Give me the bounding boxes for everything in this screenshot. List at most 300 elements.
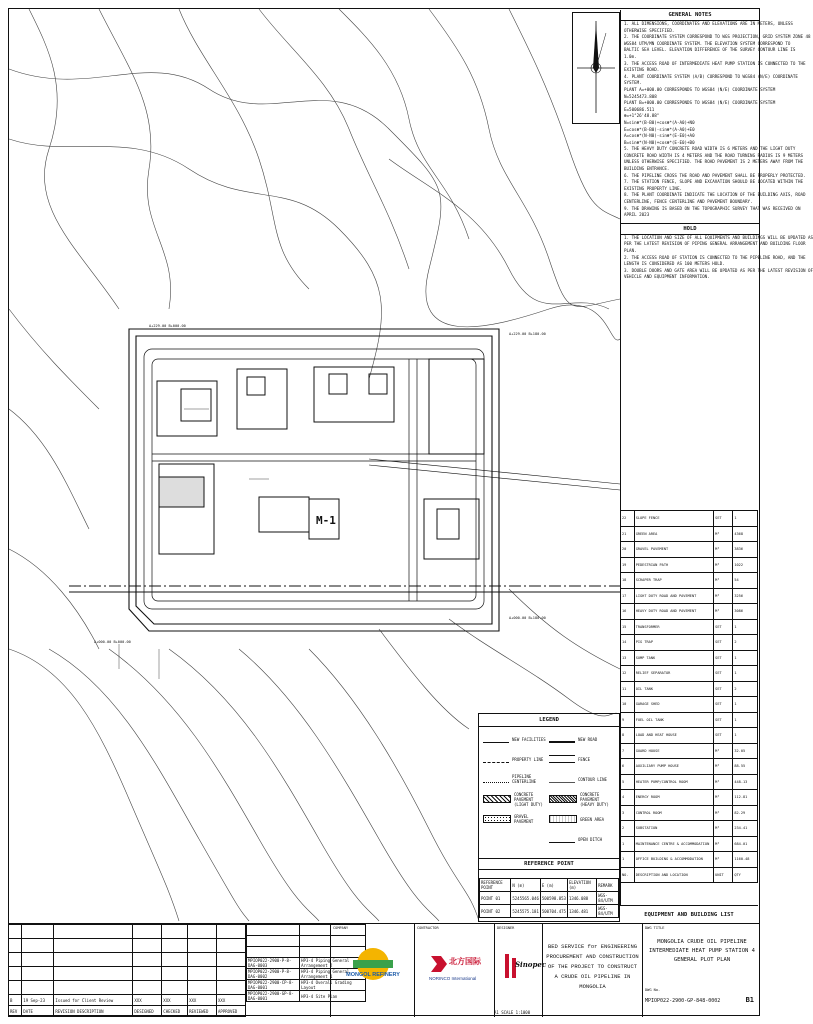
equipment-cell: M² <box>714 852 733 868</box>
hold-note-line: 3. DOUBLE DOORS AND GATE AREA WILL BE UPDATED AS PER THE LATEST REVISION OF <box>624 267 813 273</box>
equipment-cell: 5 <box>621 774 635 790</box>
equipment-row <box>621 526 758 542</box>
designer-cell <box>494 924 547 1017</box>
general-note-line: E=cosθ*(B-B0)-sinθ*(A-A0)+E0 <box>624 126 695 132</box>
legend-swatch <box>549 735 575 743</box>
reference-header-cell: REFERENCE POINT <box>480 879 511 892</box>
equipment-cell: 3256 <box>733 588 758 604</box>
equipment-cell: 32.05 <box>733 743 758 759</box>
general-note-line: 1.0m. <box>624 53 637 59</box>
revision-cell <box>188 967 217 981</box>
general-notes-title: GENERAL NOTES <box>621 10 759 21</box>
equipment-cell: AUXILIARY PUMP HOUSE <box>634 759 713 775</box>
equipment-cell: 88.55 <box>733 759 758 775</box>
general-note-line: 2. THE COORDINATE SYSTEM CORRESPOND TO WGS PROJECTION, GRID SYSTEM ZONE 48 <box>624 34 811 40</box>
reference-cell: POINT 01 <box>480 892 511 905</box>
revision-cell <box>217 967 246 981</box>
equipment-cell: SUMP TANK <box>634 650 713 666</box>
reference-drawing-cell <box>247 936 300 947</box>
reference-header-cell: ELEVATION (m) <box>567 879 596 892</box>
coordinate-ticks <box>119 409 269 679</box>
legend-swatch <box>549 755 575 763</box>
reference-cell: 500704.475 <box>540 905 567 918</box>
reference-cell: WGS-84/UTM <box>597 892 619 905</box>
equipment-cell: 448.13 <box>733 774 758 790</box>
designer-label: DESIGNER <box>497 926 515 930</box>
equipment-cell: 2 <box>621 821 635 837</box>
revision-blank-row <box>9 939 246 953</box>
revision-cell <box>217 953 246 967</box>
equipment-row <box>621 635 758 651</box>
equipment-cell: SET <box>714 635 733 651</box>
general-notes-list <box>621 21 811 219</box>
revision-blank-row <box>9 925 246 939</box>
revision-cell <box>133 967 162 981</box>
legend-item <box>483 773 549 785</box>
general-note-line: 6. THE PIPELINE CROSS THE ROAD AND PAVEMENT SHALL BE PROPERLY PROTECTED. <box>624 172 806 178</box>
revision-cell <box>188 953 217 967</box>
project-title-line: BED SERVICE for ENGINEERING <box>547 943 638 950</box>
general-note-line: N=sinθ*(B-B0)+cosθ*(A-A0)+N0 <box>624 119 695 125</box>
equipment-cell: 10 <box>621 697 635 713</box>
equipment-cell: SET <box>714 681 733 697</box>
revision-cell <box>217 939 246 953</box>
project-title-line: PROCUREMENT AND CONSTRUCTION <box>546 953 639 960</box>
revision-cell <box>133 953 162 967</box>
equipment-cell: 11 <box>621 681 635 697</box>
equipment-cell: SET <box>714 697 733 713</box>
north-arrow <box>572 12 620 124</box>
contractor-label: CONTRACTOR <box>417 926 439 930</box>
site-label-4: A+000.00 B+180.00 <box>509 616 546 620</box>
equipment-cell: 1 <box>733 712 758 728</box>
revision-blank-row <box>9 953 246 967</box>
legend-item <box>483 813 549 825</box>
legend-label: GREEN AREA <box>580 816 605 822</box>
revision-cell <box>188 939 217 953</box>
legend-item <box>549 733 615 745</box>
hold-note-line: PLAN. <box>624 248 637 253</box>
revision-cell: 19 Sep-23 <box>22 995 54 1006</box>
equipment-row <box>621 805 758 821</box>
site-label-1: A+229.00 B+000.00 <box>149 324 186 328</box>
legend-item <box>483 833 549 845</box>
revision-cell: XXX <box>188 995 217 1006</box>
general-note-line: CONCRETE ROAD WIDTH IS 4 METERS AND THE ROAD TURNING RADIUS IS 9 METERS <box>624 152 803 158</box>
legend-swatch <box>549 795 577 803</box>
revision-cell <box>54 981 133 995</box>
reference-header-cell: REMARK <box>597 879 619 892</box>
revision-cell <box>162 939 188 953</box>
equipment-cell: 3086 <box>733 604 758 620</box>
drawing-title-line: INTERMEDIATE HEAT PUMP STATION 4 <box>649 948 755 954</box>
general-note-line: BALTIC SEA LEVEL. ELEVATION DIFFERENCE OF THE SURVEY CONTOUR LINE IS <box>624 47 796 53</box>
reference-point-panel <box>478 858 620 922</box>
reference-cell: 1346.481 <box>567 905 596 918</box>
legend-swatch <box>483 776 509 783</box>
drawing-title-line: MONGOLIA CRUDE OIL PIPELINE <box>657 939 747 945</box>
equipment-row <box>621 821 758 837</box>
equipment-cell: SET <box>714 728 733 744</box>
equipment-cell: M² <box>714 588 733 604</box>
revision-mark: B1 <box>745 996 754 1004</box>
legend-label: OPEN DITCH <box>578 836 603 842</box>
revision-cell <box>133 981 162 995</box>
equipment-row <box>621 619 758 635</box>
equipment-table <box>620 510 758 883</box>
equipment-cell: 82.29 <box>733 805 758 821</box>
revision-cell: REVISION DESCRIPTION <box>54 1006 133 1017</box>
general-note-line: 3. THE ACCESS ROAD OF INTERMEDIATE HEAT PUMP STATION IS CONNECTED TO THE <box>624 60 806 66</box>
general-note-line: B=sinθ*(N-N0)+cosθ*(E-E0)+B0 <box>624 139 695 145</box>
reference-row <box>480 905 619 918</box>
legend-label: NEW FACILITIES <box>512 736 546 742</box>
equipment-cell: 1 <box>733 697 758 713</box>
general-note-line: 8. THE PLANT COORDINATE INDICATE THE LOCATION OF THE BUILDING AXIS, ROAD <box>624 192 806 198</box>
revision-row <box>9 995 246 1006</box>
legend-swatch <box>483 756 509 763</box>
equipment-cell: 1 <box>621 852 635 868</box>
equipment-cell: SET <box>714 666 733 682</box>
revision-cell: XXX <box>217 995 246 1006</box>
equipment-cell: 6 <box>621 759 635 775</box>
norinco-logo-icon <box>429 954 449 974</box>
reference-cell: 500598.853 <box>540 892 567 905</box>
equipment-cell: GRAVEL PAVEMENT <box>634 542 713 558</box>
legend-label: GRAVEL PAVEMENT <box>514 814 534 824</box>
equipment-row <box>621 557 758 573</box>
revision-cell <box>162 981 188 995</box>
general-note-line: BUILDING ENTRANCE. <box>624 166 670 172</box>
equipment-cell: M² <box>714 557 733 573</box>
legend-item <box>549 773 615 785</box>
revision-cell: DATE <box>22 1006 54 1017</box>
revision-cell: APPROVED <box>217 1006 246 1017</box>
revision-cell <box>9 939 22 953</box>
legend-swatch <box>483 836 509 842</box>
hold-note-line: LENGTH IS CONSIDERED AS 100 METERS HOLD. <box>624 261 725 267</box>
drawing-number: MPIOP022-2900-GP-848-0002 <box>645 998 721 1004</box>
equipment-cell: SET <box>714 712 733 728</box>
revision-cell <box>22 953 54 967</box>
equipment-cell: 14 <box>621 635 635 651</box>
reference-drawing-cell: HP3-4 Overall Grading Layout <box>300 980 366 991</box>
general-note-line: WGS84 UTM/MN COORDINATE SYSTEM. THE ELEVATION SYSTEM CORRESPOND TO <box>624 40 791 46</box>
legend-item <box>483 753 549 765</box>
revision-cell <box>22 967 54 981</box>
north-arrow-icon <box>573 13 619 123</box>
reference-cell: 1346.088 <box>567 892 596 905</box>
legend-item <box>549 813 615 825</box>
equipment-cell: SCRAPER TRAP <box>634 573 713 589</box>
reference-point-title: REFERENCE POINT <box>479 859 619 870</box>
equipment-cell: 8 <box>621 728 635 744</box>
equipment-cell: LOAD AND HEAT HOUSE <box>634 728 713 744</box>
legend-title: LEGEND <box>479 714 619 727</box>
drawing-title-cell <box>642 924 760 1017</box>
equipment-row <box>621 542 758 558</box>
reference-drawing-cell: HP3-4 Piping General Arrangement 1 <box>300 969 366 980</box>
legend-item <box>483 793 549 805</box>
equipment-cell: DESCRIPTION AND LOCATION <box>634 867 713 883</box>
title-block <box>8 923 760 1017</box>
equipment-cell: M² <box>714 526 733 542</box>
equipment-cell: 1160.48 <box>733 852 758 868</box>
legend-label: CONTOUR LINE <box>578 776 607 782</box>
project-cell <box>542 924 642 1017</box>
equipment-cell: M² <box>714 774 733 790</box>
equipment-row <box>621 728 758 744</box>
legend-label: NEW ROAD <box>578 736 598 742</box>
scale-label: A1 SCALE 1:1000 <box>494 1010 531 1015</box>
revision-blank-row <box>9 967 246 981</box>
equipment-cell: 4368 <box>733 526 758 542</box>
equipment-cell: MAINTENANCE CENTRE & ACCOMMODATION <box>634 836 713 852</box>
equipment-cell: 21 <box>621 526 635 542</box>
equipment-row <box>621 666 758 682</box>
general-note-line: PLANT B=+000.00 CORRESPONDS TO WGS84 (N/E) COORDINATE SYSTEM <box>624 100 776 106</box>
legend-item <box>549 793 615 805</box>
hold-list <box>621 234 813 281</box>
equipment-cell: 18 <box>621 573 635 589</box>
equipment-cell: 1 <box>621 836 635 852</box>
reference-header-cell: E (m) <box>540 879 567 892</box>
revision-cell: REV <box>9 1006 22 1017</box>
equipment-cell: 22 <box>621 511 635 527</box>
legend-swatch <box>549 776 575 783</box>
company-cell <box>330 924 414 1017</box>
equipment-cell: 54 <box>733 573 758 589</box>
contractor-name: 北方国际 <box>449 957 481 966</box>
legend-panel <box>478 713 620 859</box>
reference-drawing-cell: HP3-4 Site Plan <box>300 991 366 1002</box>
legend-label: PROPERTY LINE <box>512 756 544 762</box>
reference-point-table <box>479 878 619 918</box>
reference-drawing-cell: MPIOP022-2900-GP-8-DAG-0001 <box>247 991 300 1002</box>
equipment-row <box>621 573 758 589</box>
equipment-cell: FUEL OIL TANK <box>634 712 713 728</box>
equipment-row <box>621 743 758 759</box>
equipment-cell: LIGHT DUTY ROAD AND PAVEMENT <box>634 588 713 604</box>
equipment-cell: SET <box>714 511 733 527</box>
revision-row <box>9 1006 246 1017</box>
general-note-line: θ=+1°26'48.88" <box>624 113 660 119</box>
revision-cell <box>54 967 133 981</box>
reference-cell: 5245565.046 <box>511 892 541 905</box>
revision-cell: B <box>9 995 22 1006</box>
revision-cell <box>54 939 133 953</box>
general-note-line: N=5245473.808 <box>624 93 657 99</box>
dwg-title-label: DWG TITLE <box>645 926 665 930</box>
equipment-cell: 4 <box>621 790 635 806</box>
equipment-row <box>621 712 758 728</box>
equipment-cell: 2 <box>733 681 758 697</box>
general-note-line: OTHERWISE SPECIFIED. <box>624 27 675 33</box>
legend-item <box>483 733 549 745</box>
general-note-line: EXISTING ROAD. <box>624 67 660 73</box>
hold-title: HOLD <box>621 223 759 235</box>
equipment-cell: RELIEF SEPARATOR <box>634 666 713 682</box>
general-note-line: E=500686.511 <box>624 106 655 112</box>
legend-label: FENCE <box>578 756 591 762</box>
revision-cell <box>22 925 54 939</box>
reference-cell: WGS-84/UTM <box>597 905 619 918</box>
revision-cell <box>22 939 54 953</box>
equipment-cell: 16 <box>621 604 635 620</box>
revision-cell <box>162 925 188 939</box>
equipment-cell: 7 <box>621 743 635 759</box>
equipment-row <box>621 867 758 883</box>
revision-cell <box>162 953 188 967</box>
equipment-cell: PEDESTRIAN PATH <box>634 557 713 573</box>
designer-name: Sinopec <box>515 960 547 969</box>
equipment-row <box>621 588 758 604</box>
revision-cell <box>133 925 162 939</box>
reference-drawing-cell <box>247 947 300 958</box>
buildings <box>157 359 484 559</box>
revision-table <box>8 924 246 1017</box>
equipment-cell: NO. <box>621 867 635 883</box>
revision-cell <box>188 925 217 939</box>
contractor-cell <box>414 924 494 1017</box>
equipment-cell: 1 <box>733 619 758 635</box>
revision-cell <box>9 981 22 995</box>
equipment-cell: 3836 <box>733 542 758 558</box>
equipment-cell: 1 <box>733 511 758 527</box>
reference-drawing-cell <box>247 925 300 936</box>
general-note-line: UNLESS OTHERWISE SPECIFIED. THE ROAD PAVEMENT IS 2 METERS AWAY FROM THE <box>624 159 803 165</box>
equipment-list-title: EQUIPMENT AND BUILDING LIST <box>620 905 758 924</box>
equipment-cell: HEAVY DUTY ROAD AND PAVEMENT <box>634 604 713 620</box>
access-road <box>369 459 620 484</box>
equipment-cell: TRANSFORMER <box>634 619 713 635</box>
revision-cell <box>54 925 133 939</box>
equipment-cell: M² <box>714 542 733 558</box>
revision-cell <box>162 967 188 981</box>
revision-cell <box>9 925 22 939</box>
drawing-title-line: GENERAL PLOT PLAN <box>673 957 731 963</box>
legend-item <box>549 833 615 845</box>
revision-cell <box>217 981 246 995</box>
revision-cell <box>9 967 22 981</box>
equipment-cell: 20 <box>621 542 635 558</box>
general-note-line: 9. THE DRAWING IS BASED ON THE TOPOGRAPHIC SURVEY THAT WAS RECEIVED ON <box>624 205 801 211</box>
reference-header-cell: N (m) <box>511 879 541 892</box>
project-title-line: A CRUDE OIL PIPELINE IN MONGOLIA <box>554 973 631 990</box>
general-note-line: EXISTING PROPERTY LINE. <box>624 185 682 191</box>
hold-note-line: 2. THE ACCESS ROAD OF STATION IS CONNECTED TO THE PIPELINE ROAD, AND THE <box>624 254 806 260</box>
reference-drawing-cell: MPIOP022-2900-CP-8-DAG-0001 <box>247 980 300 991</box>
revision-cell: XXX <box>162 995 188 1006</box>
revision-cell: XXX <box>133 995 162 1006</box>
equipment-cell: SET <box>714 619 733 635</box>
equipment-row <box>621 759 758 775</box>
equipment-cell: 2 <box>733 635 758 651</box>
general-note-line: 7. THE STATION FENCE, SLOPE AND EXCAVATION SHOULD BE LOCATED WITHIN THE <box>624 179 803 185</box>
general-note-line: 4. PLANT COORDINATE SYSTEM (A/B) CORRESPOND TO WGS84 (N/E) COORDINATE <box>624 73 798 79</box>
equipment-cell: 9 <box>621 712 635 728</box>
equipment-cell: SLOPE FENCE <box>634 511 713 527</box>
equipment-row <box>621 836 758 852</box>
equipment-cell: GREEN AREA <box>634 526 713 542</box>
equipment-cell: M² <box>714 573 733 589</box>
equipment-row <box>621 681 758 697</box>
equipment-cell: 3 <box>621 805 635 821</box>
equipment-cell: M² <box>714 821 733 837</box>
equipment-cell: 1 <box>733 728 758 744</box>
equipment-cell: 112.81 <box>733 790 758 806</box>
project-title-line: OF THE PROJECT TO CONSTRUCT <box>547 963 638 970</box>
legend-label: CONCRETE PAVEMENT (HEAVY DUTY) <box>580 791 609 807</box>
equipment-row <box>621 774 758 790</box>
legend-label: PIPELINE CENTERLINE <box>512 774 537 784</box>
company-name: MONGOL REFINERY <box>346 972 400 978</box>
equipment-cell: 15 <box>621 619 635 635</box>
legend-swatch <box>483 815 511 823</box>
equipment-row <box>621 511 758 527</box>
hold-note-line: 1. THE LOCATION AND SIZE OF ALL EQUIPMENTS AND BUILDINGS WILL BE UPDATED AS <box>624 234 813 240</box>
equipment-cell: 19 <box>621 557 635 573</box>
equipment-cell: M² <box>714 805 733 821</box>
revision-cell <box>22 981 54 995</box>
contractor-name-en: NORINCO International <box>429 976 477 981</box>
general-note-line: 5. THE HEAVY DUTY CONCRETE ROAD WIDTH IS 6 METERS AND THE LIGHT DUTY <box>624 146 796 152</box>
equipment-cell: M² <box>714 759 733 775</box>
revision-cell: REVIEWED <box>188 1006 217 1017</box>
legend-swatch <box>549 836 575 843</box>
equipment-cell: 13 <box>621 650 635 666</box>
equipment-cell: UNIT <box>714 867 733 883</box>
equipment-row <box>621 650 758 666</box>
equipment-row <box>621 604 758 620</box>
general-note-line: SYSTEM. <box>624 80 642 86</box>
dwg-no-label: DWG No. <box>645 988 661 992</box>
general-note-line: CENTERLINE, FENCE CENTERLINE AND PAVEMENT BOUNDARY. <box>624 199 753 205</box>
equipment-cell: 684.01 <box>733 836 758 852</box>
revision-cell: Issued for Client Review <box>54 995 133 1006</box>
legend-item <box>549 753 615 765</box>
site-mark: M-1 <box>316 514 336 527</box>
equipment-cell: M² <box>714 604 733 620</box>
equipment-cell: 12 <box>621 666 635 682</box>
equipment-row <box>621 790 758 806</box>
equipment-cell: M² <box>714 743 733 759</box>
equipment-cell: CONTROL ROOM <box>634 805 713 821</box>
equipment-cell: 1 <box>733 666 758 682</box>
equipment-cell: 234.41 <box>733 821 758 837</box>
reference-cell: POINT 02 <box>480 905 511 918</box>
reference-row <box>480 892 619 905</box>
equipment-cell: QTY <box>733 867 758 883</box>
equipment-cell: 1 <box>733 650 758 666</box>
company-label: COMPANY <box>333 926 349 930</box>
equipment-row <box>621 697 758 713</box>
site-label-3: A+000.00 B+000.00 <box>94 640 131 644</box>
equipment-cell: 17 <box>621 588 635 604</box>
hold-note-line: PER THE LATEST REVISION OF PIPING GENERAL ARRANGEMENT AND BUILDING FLOOR <box>624 241 806 247</box>
legend-swatch <box>483 736 509 743</box>
reference-cell: 5245575.181 <box>511 905 541 918</box>
general-note-line: APRIL 2023 <box>624 212 650 218</box>
revision-cell: CHECKED <box>162 1006 188 1017</box>
equipment-cell: M² <box>714 836 733 852</box>
equipment-cell: OIL TANK <box>634 681 713 697</box>
sun-logo-icon <box>353 942 393 968</box>
revision-cell <box>188 981 217 995</box>
equipment-cell: GARAGE SHED <box>634 697 713 713</box>
equipment-cell: HEATER PUMP/CONTROL ROOM <box>634 774 713 790</box>
equipment-cell: PIG TRAP <box>634 635 713 651</box>
